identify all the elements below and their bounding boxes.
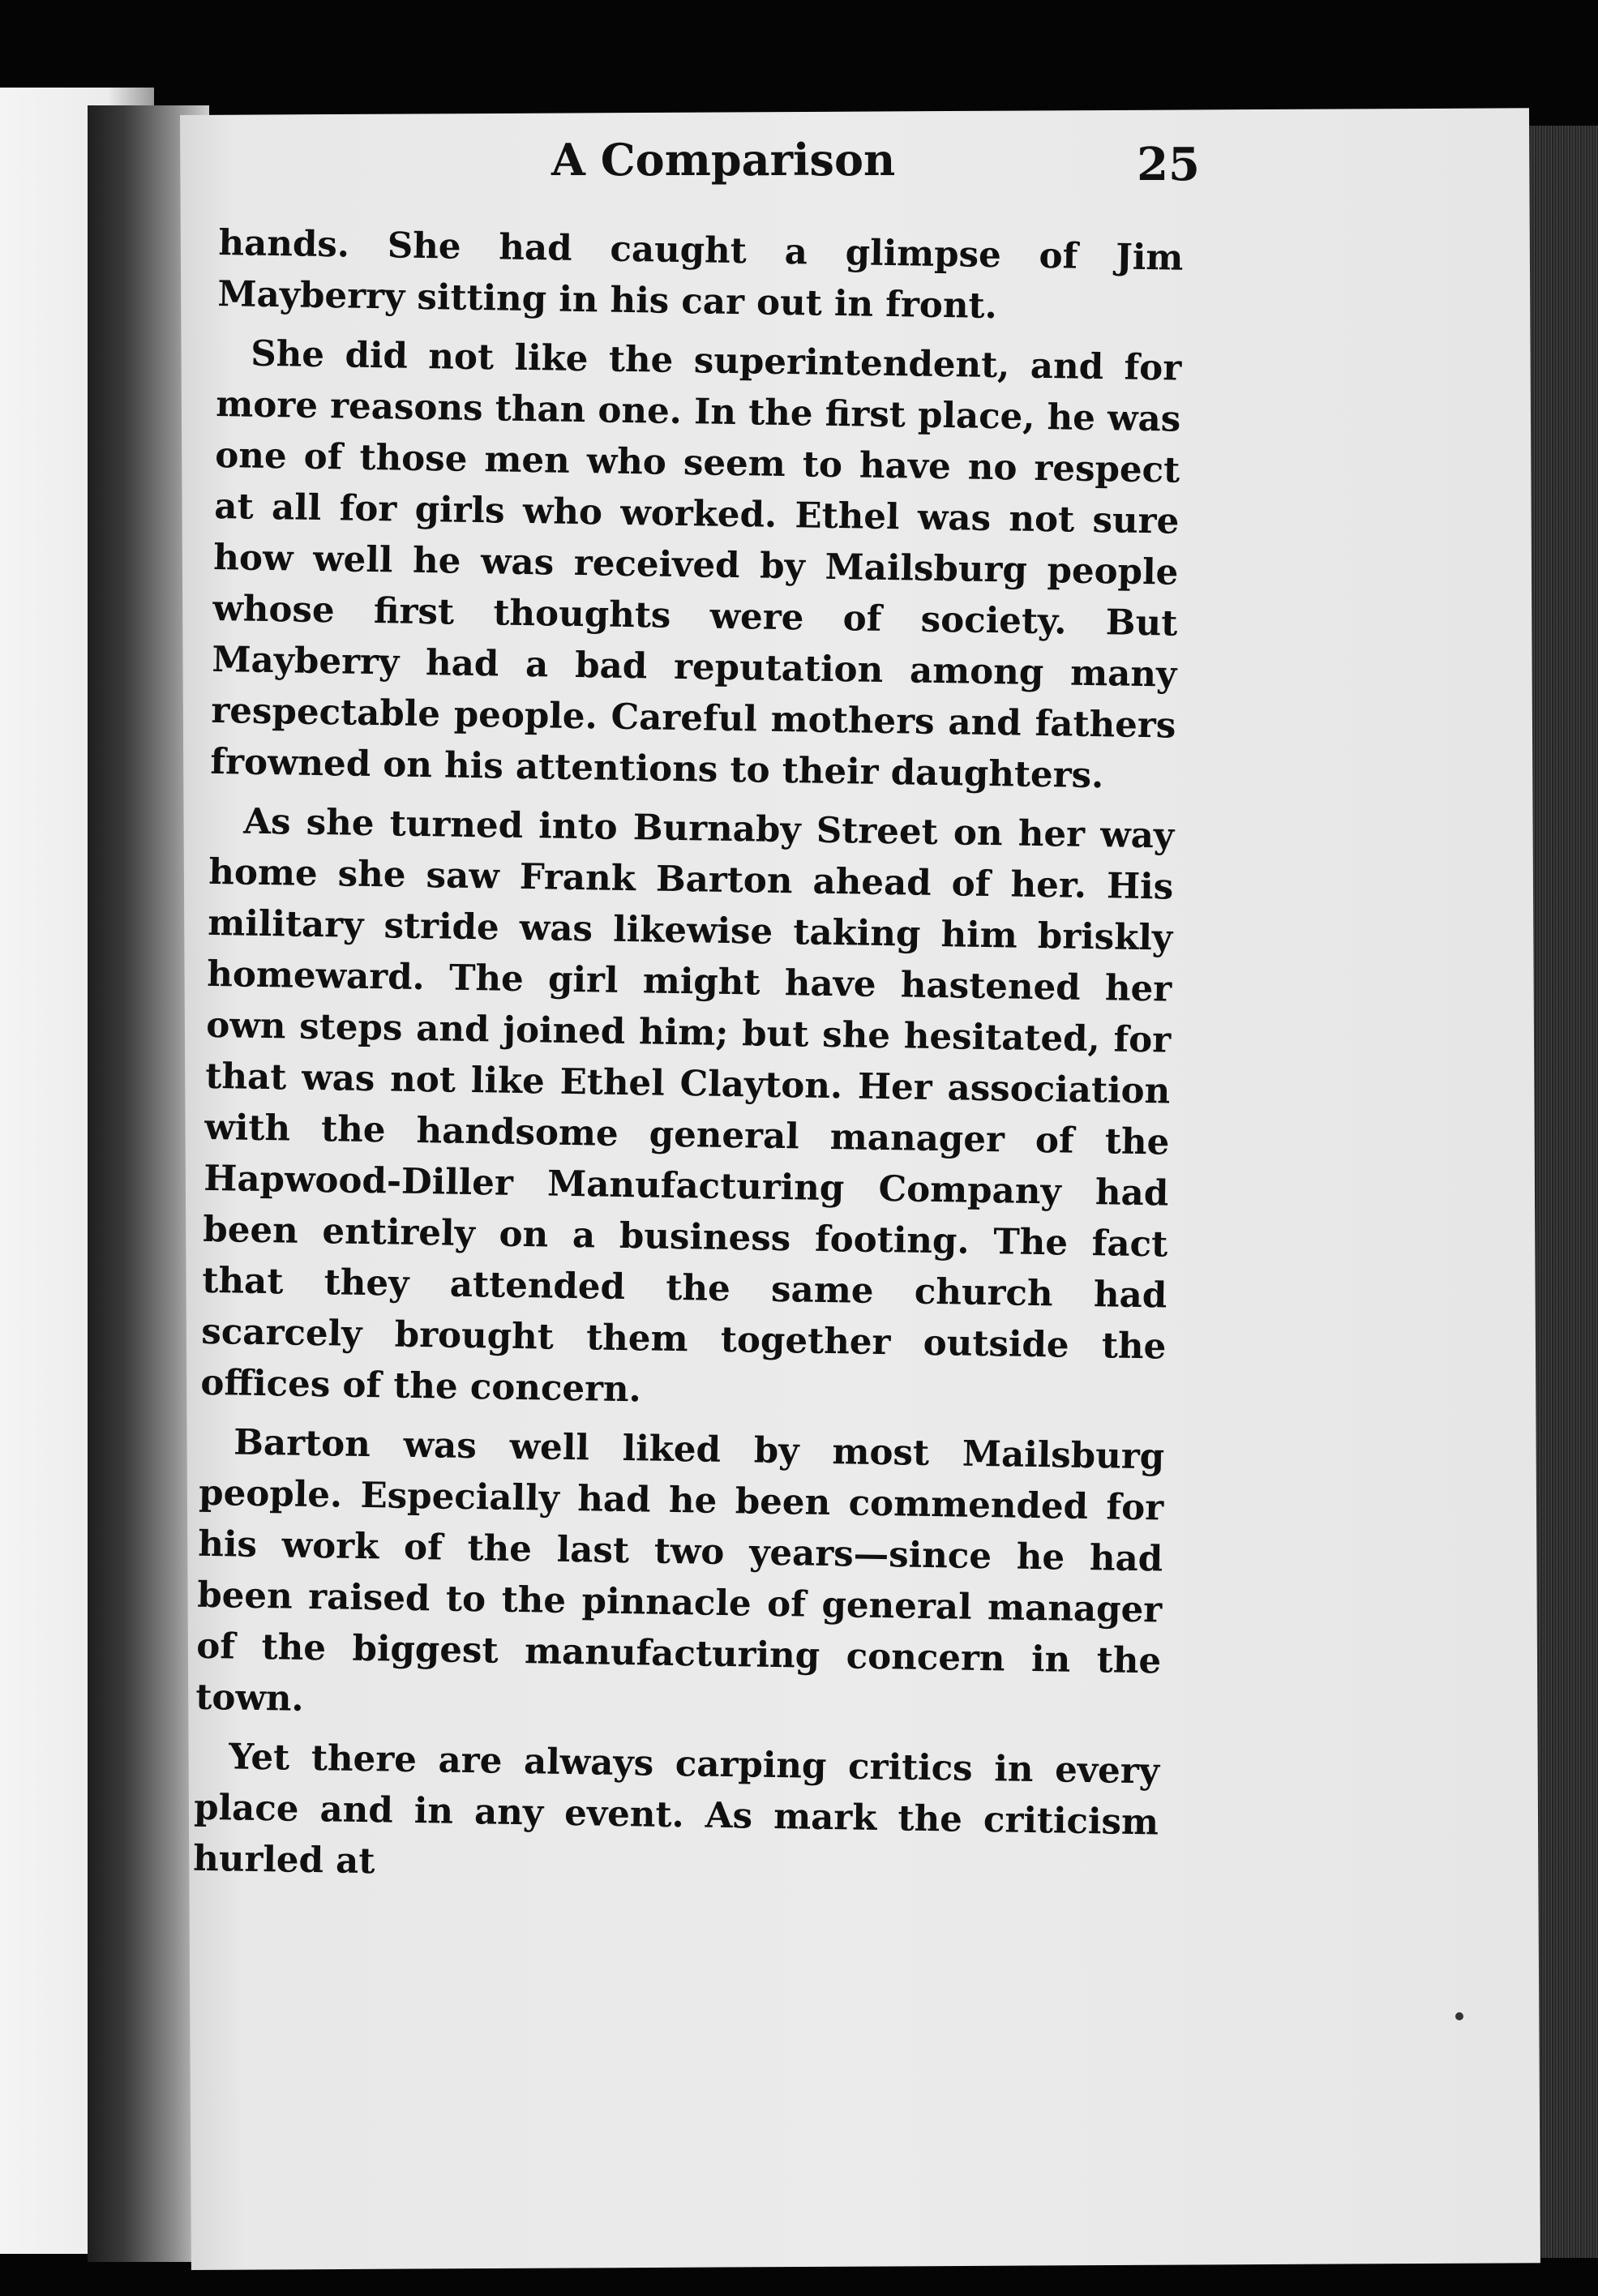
body-text [193,217,1184,1907]
page-edge [1529,126,1598,2258]
paragraph: Barton was well liked by most Mailsburg people. Especially had he been commended for his work of the last two years—since he had been raised to the pinnacle of general manager of the biggest manufacturing concern in the town. [195,1421,1165,1720]
paragraph: As she turned into Burnaby Street on her way home she saw Frank Barton ahead of her. His military stride was likewise taking him briskly homeward. The girl might have hastened her own steps and joined him; but she hesitated, for that was not like Ethel Clayton. Her association with the handsome general manager of the Hapwood-Diller Manufacturing Company had been entirely on a business footing. The fact that they attended the same church had scarcely brought them together outside the offices of the concern. [200,800,1175,1411]
page-header [349,134,1200,207]
paragraph: hands. She had caught a glimpse of Jim Mayberry sitting in his car out in front. [217,221,1184,328]
running-head: A Comparison [551,134,896,186]
paragraph: Yet there are always carping critics in every place and in any event. As mark the criticism hurled at [192,1736,1160,1883]
ink-spot [1455,2012,1463,2020]
page-number: 25 [1137,138,1200,191]
paragraph: She did not like the superintendent, and for more reasons than one. In the first place, he was one of those men who seem to have no respect at all for girls who worked. Ethel was not sure how well he was received by Mailsburg people whose first thoughts were of society. But Mayberry had a bad reputation among many respectable people. Careful mothers and fathers frowned on his attentions to their daughters. [210,332,1182,797]
